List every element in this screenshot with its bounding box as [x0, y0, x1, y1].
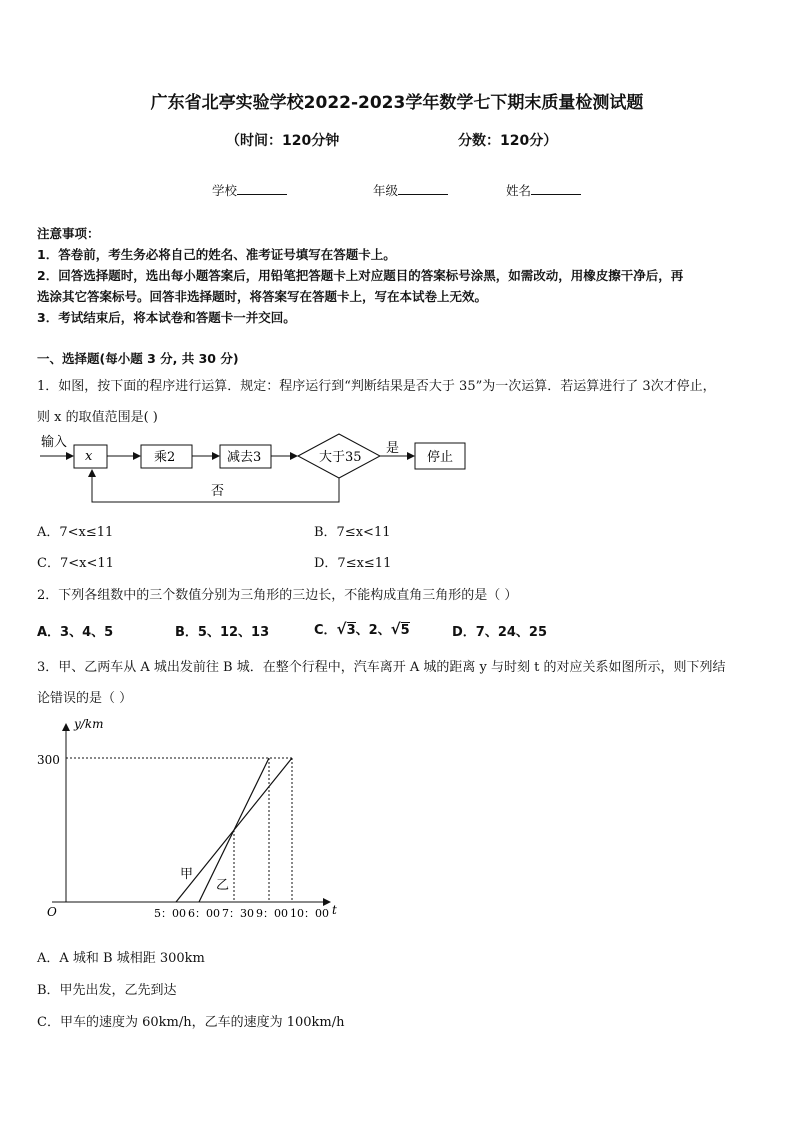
- flow-cond-label: 大于35: [319, 450, 362, 465]
- q2-option-c-rad1: 3: [346, 623, 356, 638]
- flow-x-label: x: [85, 449, 93, 464]
- q3-option-a[interactable]: A．A 城和 B 城相距 300km: [37, 951, 205, 966]
- flow-input-label: 输入: [41, 435, 68, 450]
- grade-label: 年级: [373, 183, 399, 198]
- q2-option-c[interactable]: [314, 619, 410, 638]
- notes-item-2a: 2．回答选择题时，选出每小题答案后，用铅笔把答题卡上对应题目的答案标号涂黑，如需改动，用橡皮擦干净后，再: [37, 268, 684, 283]
- notes-item-2b: 选涂其它答案标号。回答非选择题时，将答案写在答题卡上，写在本试卷上无效。: [37, 289, 488, 304]
- x-tick-label: 6：00: [188, 907, 220, 920]
- exam-time: （时间：120分钟: [226, 133, 340, 149]
- sqrt-icon: √: [336, 620, 347, 638]
- q1-option-a[interactable]: A．7<x≤11: [37, 525, 114, 540]
- q3-text-line2: 论错误的是（ ）: [37, 691, 133, 706]
- school-field: [212, 181, 287, 199]
- name-label: 姓名: [506, 183, 532, 198]
- series-jia-label: 甲: [180, 867, 194, 882]
- q3-option-b[interactable]: B．甲先出发，乙先到达: [37, 983, 177, 998]
- x-tick-label: 10：00: [290, 907, 329, 920]
- q2-option-c-mid: 、2、: [355, 623, 391, 638]
- name-blank[interactable]: [531, 183, 581, 195]
- grade-blank[interactable]: [398, 183, 448, 195]
- series-yi-line: [199, 758, 269, 902]
- page-title: 广东省北亭实验学校2022-2023学年数学七下期末质量检测试题: [150, 93, 644, 113]
- q1-option-b[interactable]: B．7≤x<11: [314, 525, 391, 540]
- exam-score: 分数：120分）: [458, 133, 558, 149]
- flow-mul-label: 乘2: [154, 450, 176, 465]
- y-axis-label: y/km: [74, 717, 104, 731]
- q3-graph: [30, 712, 360, 924]
- section-heading: 一、选择题(每小题 3 分, 共 30 分): [37, 351, 239, 366]
- q2-option-d[interactable]: D．7、24、25: [452, 625, 548, 640]
- q3-option-c[interactable]: C．甲车的速度为 60km/h，乙车的速度为 100km/h: [37, 1015, 345, 1030]
- notes-item-3: 3．考试结束后，将本试卷和答题卡一并交回。: [37, 310, 296, 325]
- notes-item-1: 1．答卷前，考生务必将自己的姓名、准考证号填写在答题卡上。: [37, 247, 396, 262]
- q1-flowchart: [36, 432, 476, 504]
- q1-text-line1: 1．如图，按下面的程序进行运算．规定：程序运行到“判断结果是否大于 35”为一次运算．若运算进行了 3次才停止，: [37, 379, 716, 394]
- x-tick-label: 7：30: [222, 907, 254, 920]
- x-axis-label: t: [332, 903, 337, 917]
- notes-heading: 注意事项：: [37, 226, 100, 241]
- q2-option-a[interactable]: A．3、4、5: [37, 625, 114, 640]
- series-yi-label: 乙: [216, 878, 230, 893]
- school-label: 学校: [212, 183, 238, 198]
- flow-stop-label: 停止: [427, 450, 454, 465]
- q3-text-line1: 3．甲、乙两车从 A 城出发前往 B 城．在整个行程中，汽车离开 A 城的距离 y 与时刻 t 的对应关系如图所示，则下列结: [37, 660, 726, 675]
- flow-sub-label: 减去3: [227, 450, 262, 465]
- q1-text-line2: 则 x 的取值范围是( ): [37, 410, 158, 425]
- q2-option-c-rad2: 5: [400, 623, 410, 638]
- name-field: [506, 181, 581, 199]
- q1-option-c[interactable]: C．7<x<11: [37, 556, 114, 571]
- q2-option-b[interactable]: B．5、12、13: [175, 625, 270, 640]
- flow-yes-label: 是: [386, 441, 400, 456]
- school-blank[interactable]: [237, 183, 287, 195]
- q1-option-d[interactable]: D．7≤x≤11: [314, 556, 392, 571]
- x-tick-label: 5：00: [154, 907, 186, 920]
- q2-option-c-prefix: C．: [314, 623, 337, 638]
- grade-field: [373, 181, 448, 199]
- q2-text: 2．下列各组数中的三个数值分别为三角形的三边长，不能构成直角三角形的是（ ）: [37, 588, 518, 603]
- flow-no-label: 否: [211, 484, 225, 499]
- x-tick-label: 9：00: [256, 907, 288, 920]
- sqrt-icon: √: [390, 620, 401, 638]
- origin-label: O: [47, 905, 57, 919]
- y-tick-300: 300: [37, 753, 60, 767]
